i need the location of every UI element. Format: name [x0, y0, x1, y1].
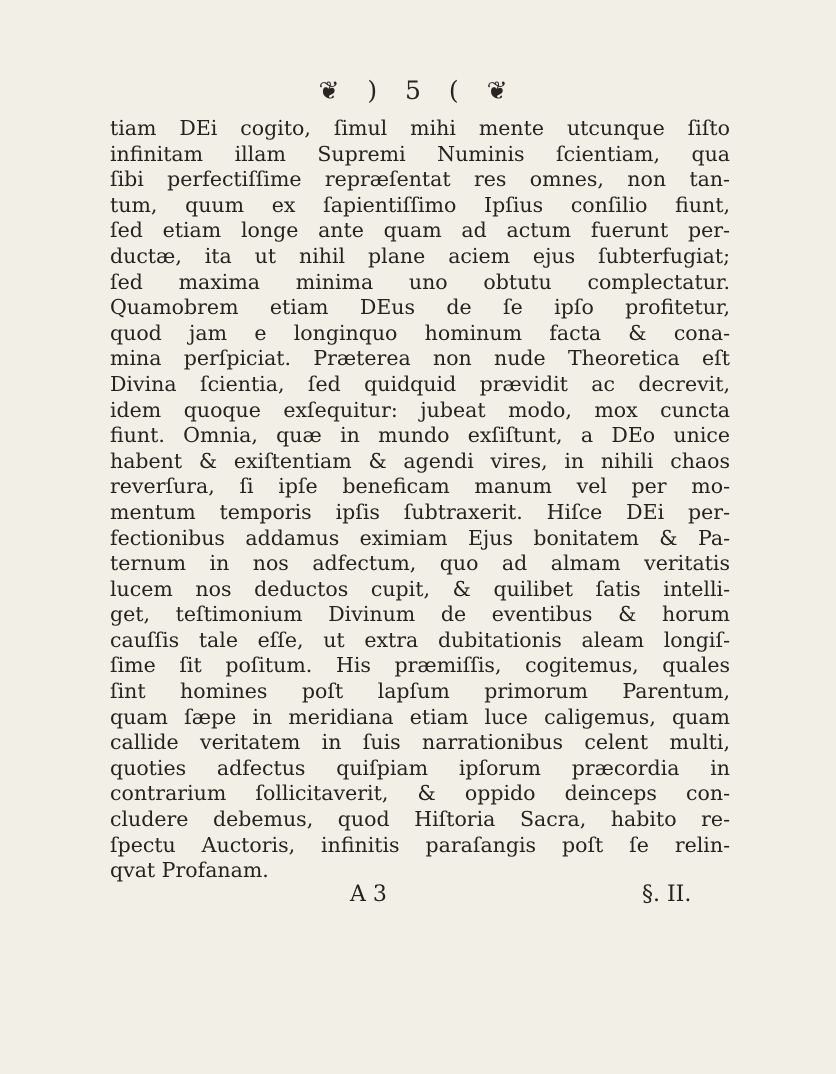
text-line-20: get, teſtimonium Divinum de eventibus & horum: [110, 602, 730, 627]
text-line-13: fiunt. Omnia, quæ in mundo exſiſtunt, a DEo unice: [110, 423, 730, 448]
text-line-3: ſibi perfectiſſime repræſentat res omnes, non tan-: [110, 167, 730, 192]
text-line-24: quam ſæpe in meridiana etiam luce caligemus, quam: [110, 704, 730, 729]
text-line-23: ſint homines poſt lapſum primorum Parentum,: [110, 679, 730, 704]
signature-mark: A 3: [350, 882, 387, 907]
text-line-16: mentum temporis ipſis ſubtraxerit. Hiſce DEi per-: [110, 499, 730, 524]
text-line-30: qvat Profanam.: [110, 858, 269, 883]
text-line-14: habent & exiſtentiam & agendi vires, in nihili chaos: [110, 448, 730, 473]
text-line-1: tiam DEi cogito, ſimul mihi mente utcunque ſiſto: [110, 116, 730, 140]
text-line-10: mina perſpiciat. Præterea non nude Theoretica eſt: [110, 346, 730, 371]
text-line-29: ſpectu Auctoris, infinitis paraſangis poſt ſe relin-: [110, 832, 730, 857]
text-line-12: idem quoque exſequitur: jubeat modo, mox cuncta: [110, 397, 730, 422]
page-header: ❦ ) 5 ( ❦: [318, 76, 518, 105]
text-line-9: quod jam e longinquo hominum facta & cona-: [110, 320, 730, 345]
text-line-28: cludere debemus, quod Hiſtoria Sacra, habito re-: [110, 807, 730, 832]
catchword: §. II.: [642, 882, 692, 907]
text-line-6: ductæ, ita ut nihil plane aciem ejus ſubterfugiat;: [110, 243, 730, 268]
text-line-11: Divina ſcientia, ſed quidquid prævidit ac decrevit,: [110, 371, 730, 396]
text-line-2: infinitam illam Supremi Numinis ſcientiam, qua: [110, 141, 730, 166]
text-line-19: lucem nos deductos cupit, & quilibet ſatis intelli-: [110, 576, 730, 601]
text-line-5: ſed etiam longe ante quam ad actum fuerunt per-: [110, 218, 730, 243]
body-text: [110, 116, 730, 884]
text-line-8: Quamobrem etiam DEus de ſe ipſo profitetur,: [110, 295, 730, 320]
text-line-27: contrarium ſollicitaverit, & oppido deinceps con-: [110, 781, 730, 806]
text-line-18: ternum in nos adfectum, quo ad almam veritatis: [110, 551, 730, 576]
text-line-22: ſime ſit poſitum. His præmiſſis, cogitemus, quales: [110, 653, 730, 678]
text-line-17: fectionibus addamus eximiam Ejus bonitatem & Pa-: [110, 525, 730, 550]
text-line-15: reverſura, ſi ipſe beneficam manum vel per mo-: [110, 474, 730, 499]
text-line-21: cauſſis tale eſſe, ut extra dubitationis aleam longiſ-: [110, 627, 730, 652]
text-line-7: ſed maxima minima uno obtutu complectatur.: [110, 269, 730, 294]
page-footer: [0, 882, 836, 912]
text-line-4: tum, quum ex ſapientiſſimo Ipſius conſilio fiunt,: [110, 192, 730, 217]
text-line-25: callide veritatem in ſuis narrationibus celent multi,: [110, 730, 730, 755]
text-line-26: quoties adfectus quiſpiam ipſorum præcordia in: [110, 755, 730, 780]
